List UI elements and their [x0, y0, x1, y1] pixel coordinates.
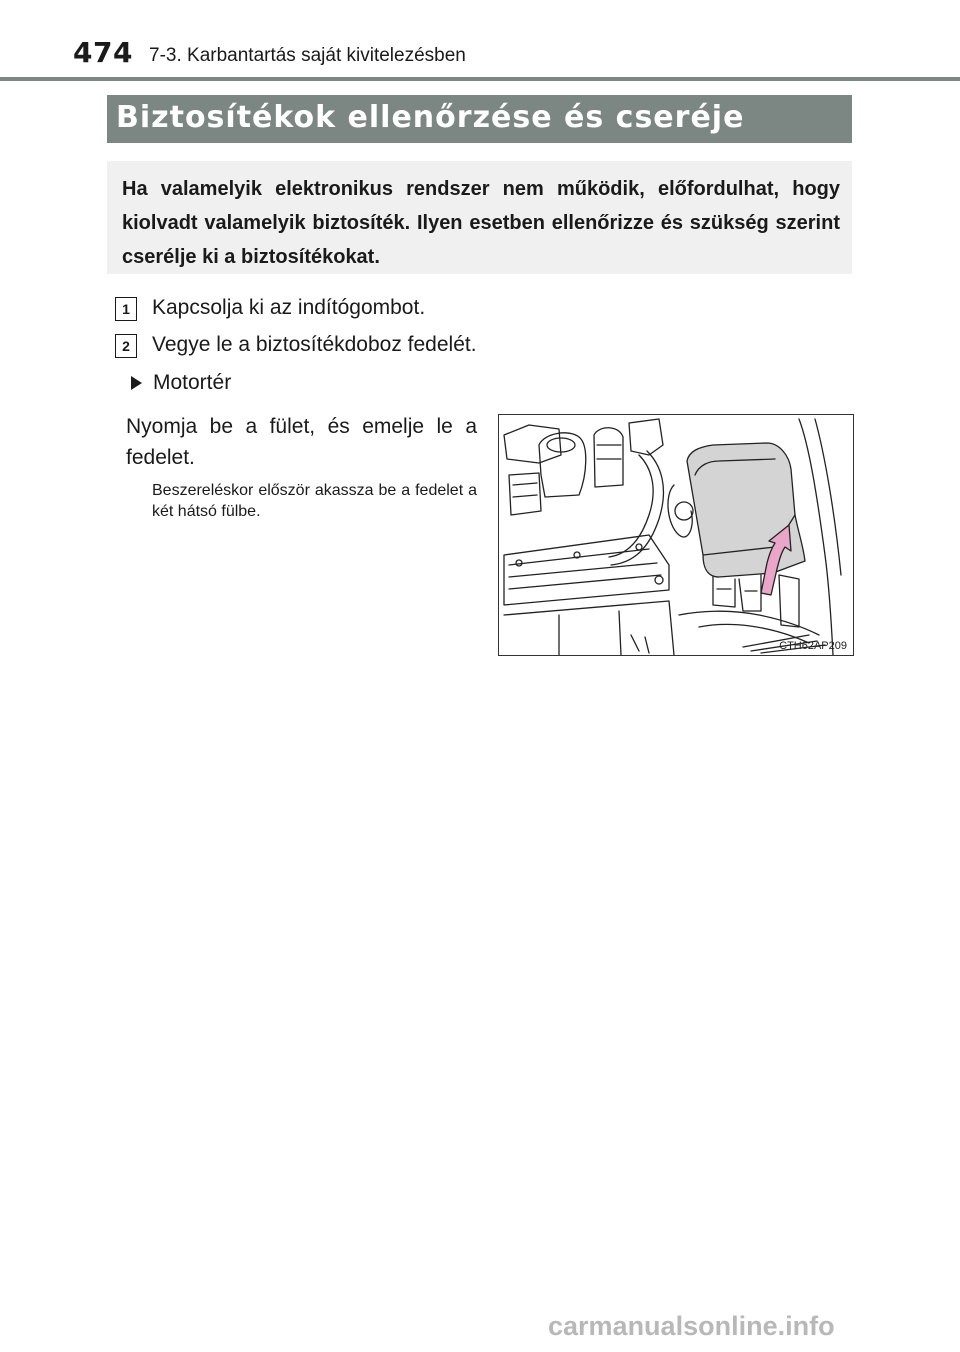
- triangle-bullet-icon: [131, 376, 142, 390]
- watermark: carmanualsonline.info: [548, 1311, 835, 1341]
- figure-code: CTH62AP209: [779, 640, 847, 652]
- chapter-title: 7-3. Karbantartás saját kivitelezésben: [149, 45, 466, 66]
- page-number: 474: [73, 36, 133, 69]
- subsection-heading-text: Motortér: [153, 371, 232, 394]
- step-1-text: Kapcsolja ki az indítógombot.: [152, 296, 426, 319]
- instruction-text: Nyomja be a fület, és emelje le a fedelet.: [126, 415, 477, 469]
- engine-bay-illustration: [499, 415, 853, 655]
- intro-box: [107, 161, 852, 274]
- step-1-badge: 1: [115, 297, 137, 321]
- section-title: Biztosítékok ellenőrzése és cseréje: [116, 100, 745, 135]
- section-title-bar: [107, 95, 852, 143]
- intro-text: Ha valamelyik elektronikus rendszer nem működik, előfordulhat, hogy kiolvadt valamelyik biztosíték. Ilyen esetben ellenőrizze és szükség szerint cserélje ki a biztosítékokat.: [122, 178, 840, 268]
- engine-bay-figure: [498, 414, 854, 656]
- step-2-text: Vegye le a biztosítékdoboz fedelét.: [152, 333, 477, 356]
- note-text: Beszereléskor először akassza be a fedelet a két hátsó fülbe.: [152, 482, 477, 520]
- header-rule: [0, 77, 960, 81]
- step-2-badge: 2: [115, 334, 137, 358]
